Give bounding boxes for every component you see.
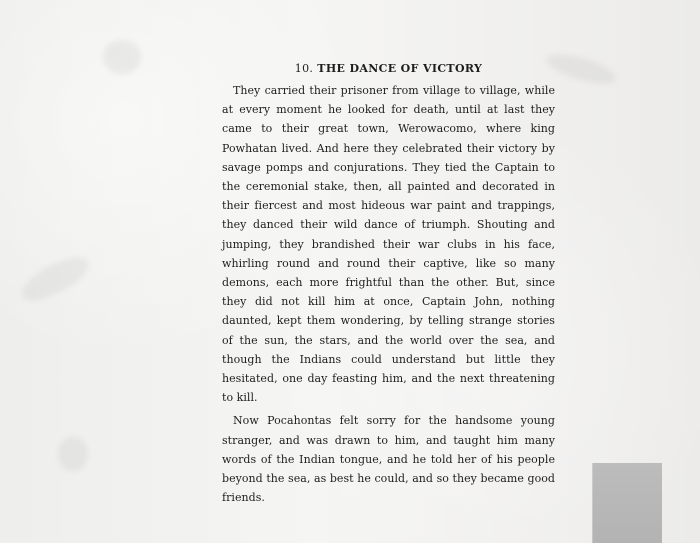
- chapter-number: 10.: [294, 62, 314, 75]
- story-paragraph: They carried their prisoner from village to village, while at every moment he looked for death, until at last they came to their great town, Werowacomo, where king Powhatan lived. And here they celebrated their victory by savage pomps and conjurations. They tied the Captain to the ceremonial stake, then, all painted and decorated in their fiercest and most hideous war paint and trappings, they danced their wild dance of triumph. Shouting and jumping, they brandished their war clubs in his face, whirling round and round their captive, like so many demons, each more frightful than the other. But, since they did not kill him at once, Captain John, nothing daunted, kept them wondering, by telling strange stories of the sun, the stars, and the world over the sea, and though the Indians could understand but little they hesitated, one day feasting him, and the next threatening to kill.: [222, 84, 555, 405]
- story-content: [222, 60, 555, 510]
- paper-stain: [103, 40, 141, 74]
- scanner-gray-tab: [592, 463, 662, 543]
- story-paragraph: Now Pocahontas felt sorry for the handsome young stranger, and was drawn to him, and taught him many words of the Indian tongue, and he told her of his people beyond the sea, as best he could, and so they became good friends.: [222, 414, 555, 505]
- paper-stain: [58, 437, 88, 471]
- chapter-title: [222, 60, 555, 78]
- paper-stain: [16, 249, 94, 308]
- chapter-heading: THE DANCE OF VICTORY: [317, 62, 483, 75]
